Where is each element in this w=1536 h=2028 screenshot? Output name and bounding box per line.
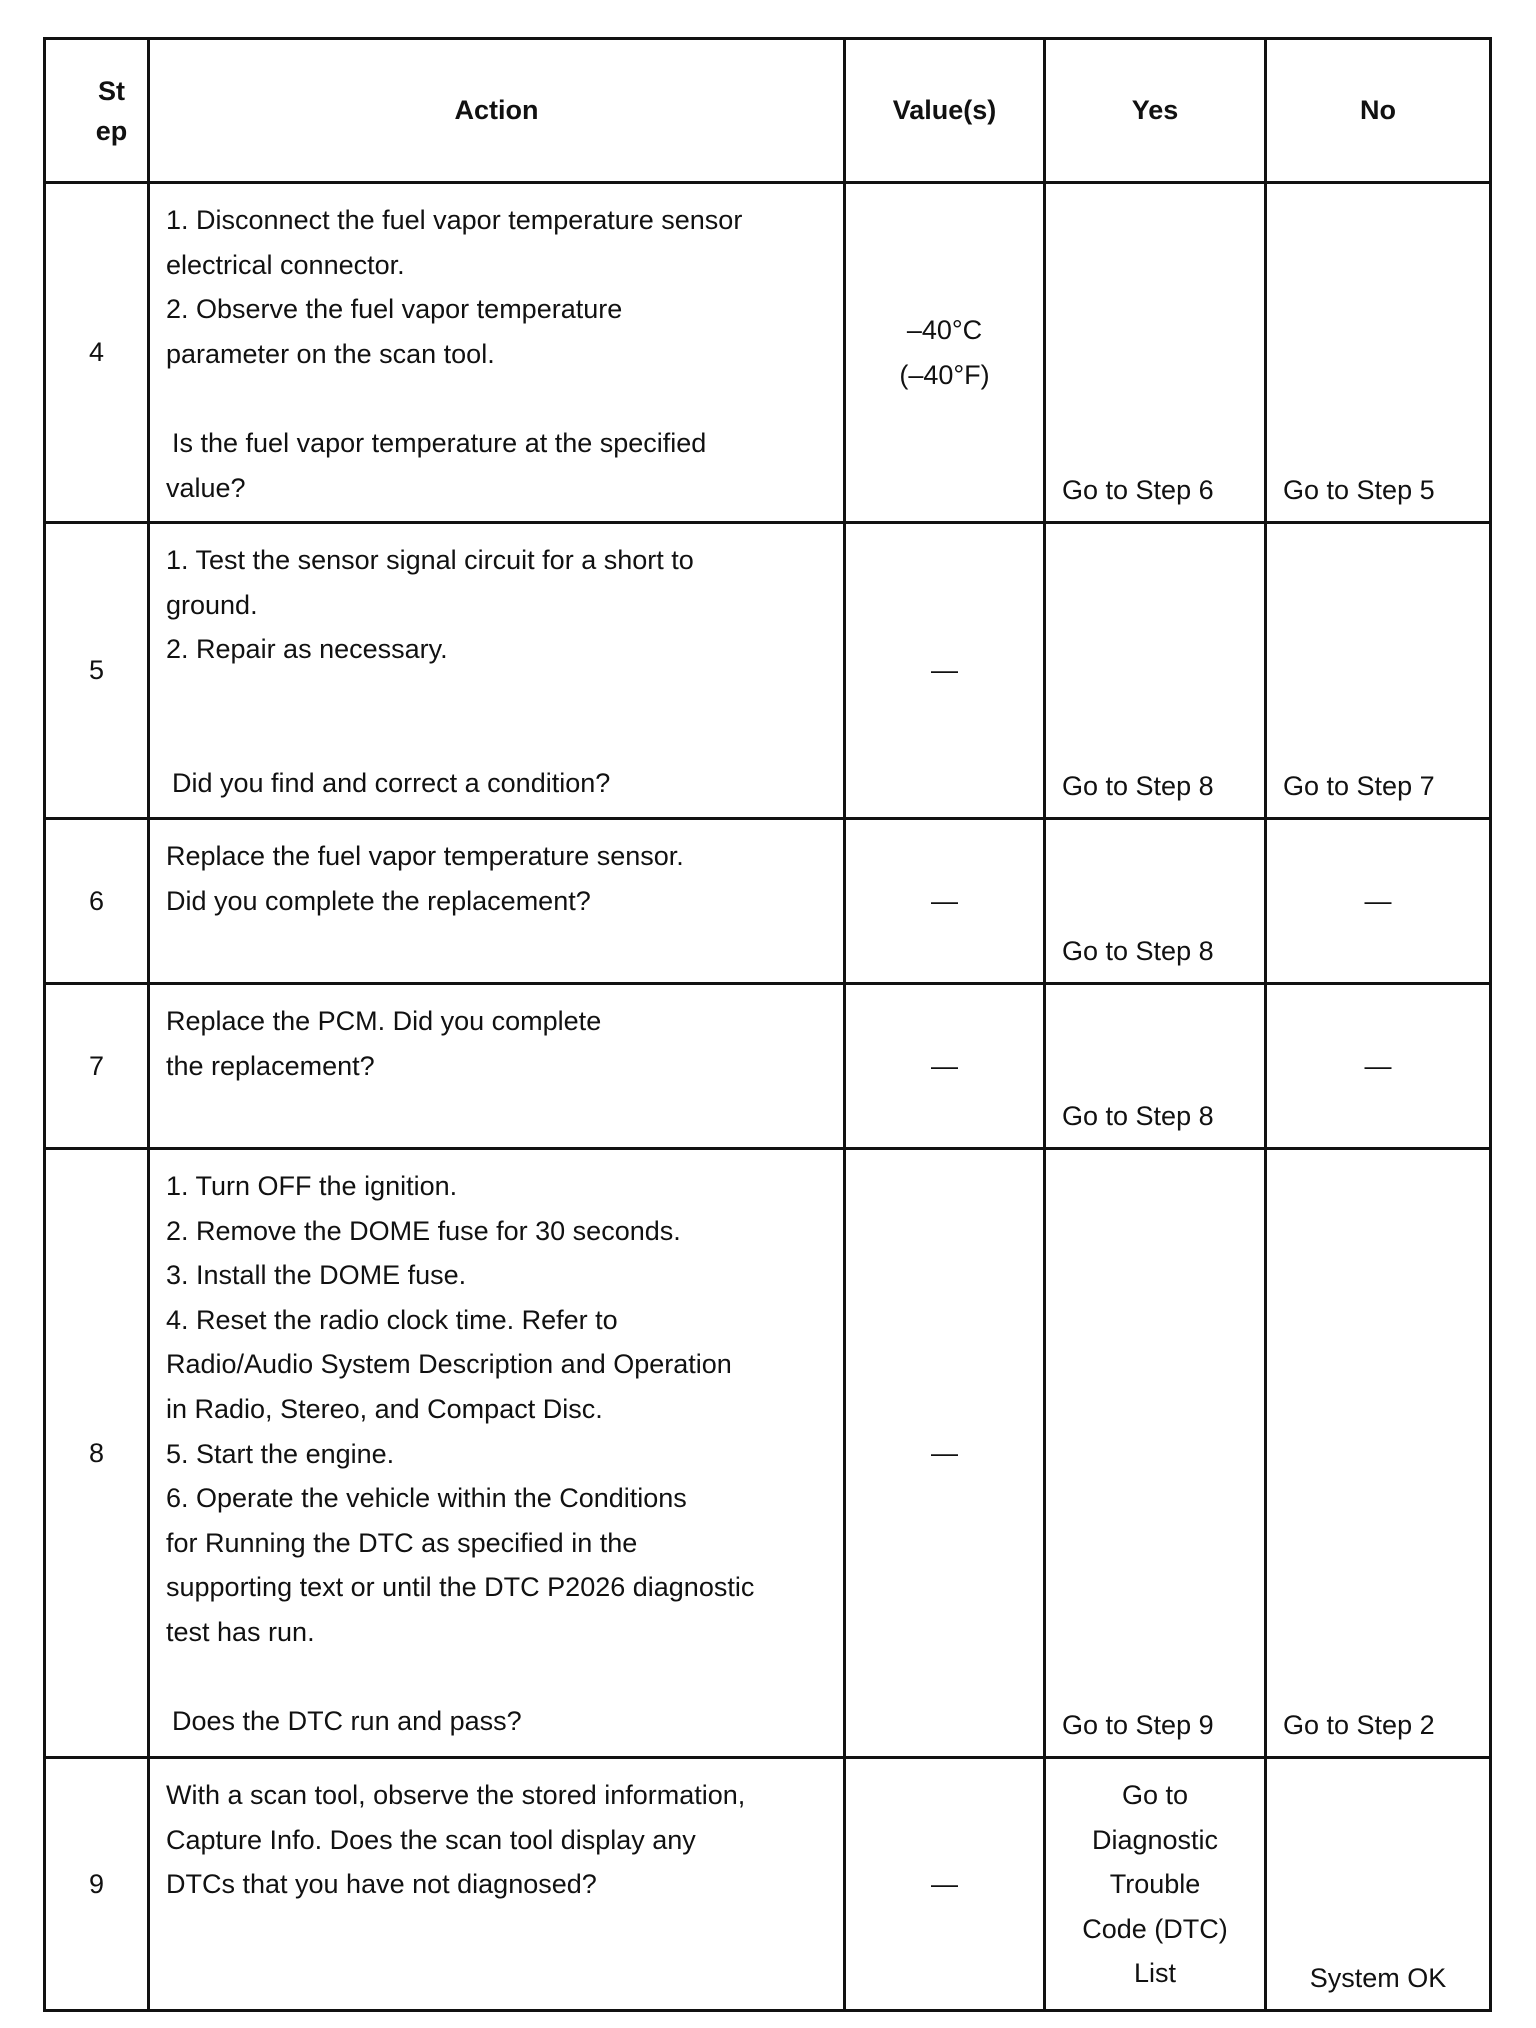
value-line: — <box>931 1868 958 1899</box>
value-line: — <box>931 1050 958 1081</box>
action-line: test has run. <box>166 1616 315 1647</box>
action-line: Did you complete the replacement? <box>166 885 591 916</box>
value-cell <box>845 984 1045 1149</box>
action-line: 4. Reset the radio clock time. Refer to <box>166 1304 618 1335</box>
action-cell <box>149 1758 845 2011</box>
action-line: 1. Disconnect the fuel vapor temperature sensor <box>166 205 743 235</box>
value-line: — <box>931 655 958 686</box>
yes-line: Trouble <box>1109 1869 1201 1900</box>
action-line: 2. Remove the DOME fuse for 30 seconds. <box>166 1215 681 1246</box>
yes-text: Go to Step 6 <box>1062 475 1214 506</box>
diagnostic-procedure-table <box>43 37 1492 2012</box>
action-line: Radio/Audio System Description and Operation <box>166 1349 732 1380</box>
action-cell <box>149 819 845 984</box>
header-row <box>45 39 1491 183</box>
yes-cell <box>1045 523 1266 819</box>
action-line: 2. Observe the fuel vapor temperature <box>166 294 623 325</box>
header-yes: Yes <box>1045 39 1266 183</box>
yes-line: Go to <box>1121 1780 1189 1810</box>
yes-cell <box>1045 819 1266 984</box>
action-cell <box>149 984 845 1149</box>
value-cell <box>845 523 1045 819</box>
action-line: parameter on the scan tool. <box>166 338 495 369</box>
value-line: (–40°F) <box>899 359 990 390</box>
table-row <box>45 984 1491 1149</box>
step-number: 5 <box>45 523 149 819</box>
no-cell <box>1266 1149 1491 1758</box>
value-cell <box>845 1149 1045 1758</box>
yes-text: Go to Step 8 <box>1062 936 1214 967</box>
no-cell <box>1266 183 1491 523</box>
action-line: Capture Info. Does the scan tool display any <box>166 1824 696 1855</box>
yes-cell <box>1045 1758 1266 2011</box>
no-text: Go to Step 2 <box>1283 1710 1435 1741</box>
yes-cell <box>1045 984 1266 1149</box>
step-number: 7 <box>45 984 149 1149</box>
no-cell: — <box>1266 819 1491 984</box>
action-line: 6. Operate the vehicle within the Conditions <box>166 1483 687 1514</box>
no-text: Go to Step 7 <box>1283 771 1435 802</box>
action-line: 2. Repair as necessary. <box>166 634 448 665</box>
action-line: 1. Turn OFF the ignition. <box>166 1171 458 1201</box>
step-number: 9 <box>45 1758 149 2011</box>
action-line: electrical connector. <box>166 249 405 280</box>
action-line: supporting text or until the DTC P2026 diagnostic <box>166 1572 755 1603</box>
table-row <box>45 1758 1491 2011</box>
question-line: Does the DTC run and pass? <box>172 1706 522 1737</box>
header-values: Value(s) <box>845 39 1045 183</box>
action-line: Replace the fuel vapor temperature sensor. <box>166 841 684 871</box>
action-line: ground. <box>166 589 258 620</box>
yes-cell <box>1045 183 1266 523</box>
action-cell <box>149 183 845 523</box>
action-line: 5. Start the engine. <box>166 1438 395 1469</box>
table-row <box>45 819 1491 984</box>
value-cell <box>845 819 1045 984</box>
table-row <box>45 183 1491 523</box>
value-line: –40°C <box>906 314 983 345</box>
yes-line: Diagnostic <box>1091 1824 1219 1855</box>
action-line: DTCs that you have not diagnosed? <box>166 1869 597 1900</box>
yes-line: List <box>1133 1958 1177 1989</box>
header-step-line: ep <box>95 115 128 146</box>
action-cell <box>149 1149 845 1758</box>
action-line: 1. Test the sensor signal circuit for a short to <box>166 545 694 575</box>
action-line: With a scan tool, observe the stored information, <box>166 1780 746 1810</box>
no-cell: — <box>1266 984 1491 1149</box>
step-number: 4 <box>45 183 149 523</box>
action-line: 3. Install the DOME fuse. <box>166 1260 467 1291</box>
question-line: value? <box>166 472 246 503</box>
action-line: the replacement? <box>166 1050 375 1081</box>
yes-text: Go to Step 8 <box>1062 1101 1214 1132</box>
action-line: for Running the DTC as specified in the <box>166 1527 638 1558</box>
step-number: 8 <box>45 1149 149 1758</box>
action-cell <box>149 523 845 819</box>
header-no: No <box>1266 39 1491 183</box>
no-text: Go to Step 5 <box>1283 475 1435 506</box>
header-step <box>45 39 149 183</box>
value-line: — <box>931 1437 958 1468</box>
yes-line: Code (DTC) <box>1082 1913 1228 1944</box>
yes-cell <box>1045 1149 1266 1758</box>
question-line: Did you find and correct a condition? <box>172 767 611 798</box>
table-row <box>45 523 1491 819</box>
value-cell <box>845 1758 1045 2011</box>
action-line: Replace the PCM. Did you complete <box>166 1006 602 1036</box>
header-step-line: St <box>98 75 125 106</box>
no-text: System OK <box>1309 1963 1447 1994</box>
step-number: 6 <box>45 819 149 984</box>
question-line: Is the fuel vapor temperature at the specified <box>172 427 707 458</box>
value-line: — <box>931 885 958 916</box>
action-line: in Radio, Stereo, and Compact Disc. <box>166 1393 603 1424</box>
header-action: Action <box>149 39 845 183</box>
yes-text: Go to Step 9 <box>1062 1710 1214 1741</box>
no-cell <box>1266 523 1491 819</box>
value-cell <box>845 183 1045 523</box>
table-row <box>45 1149 1491 1758</box>
yes-text: Go to Step 8 <box>1062 771 1214 802</box>
no-cell <box>1266 1758 1491 2011</box>
